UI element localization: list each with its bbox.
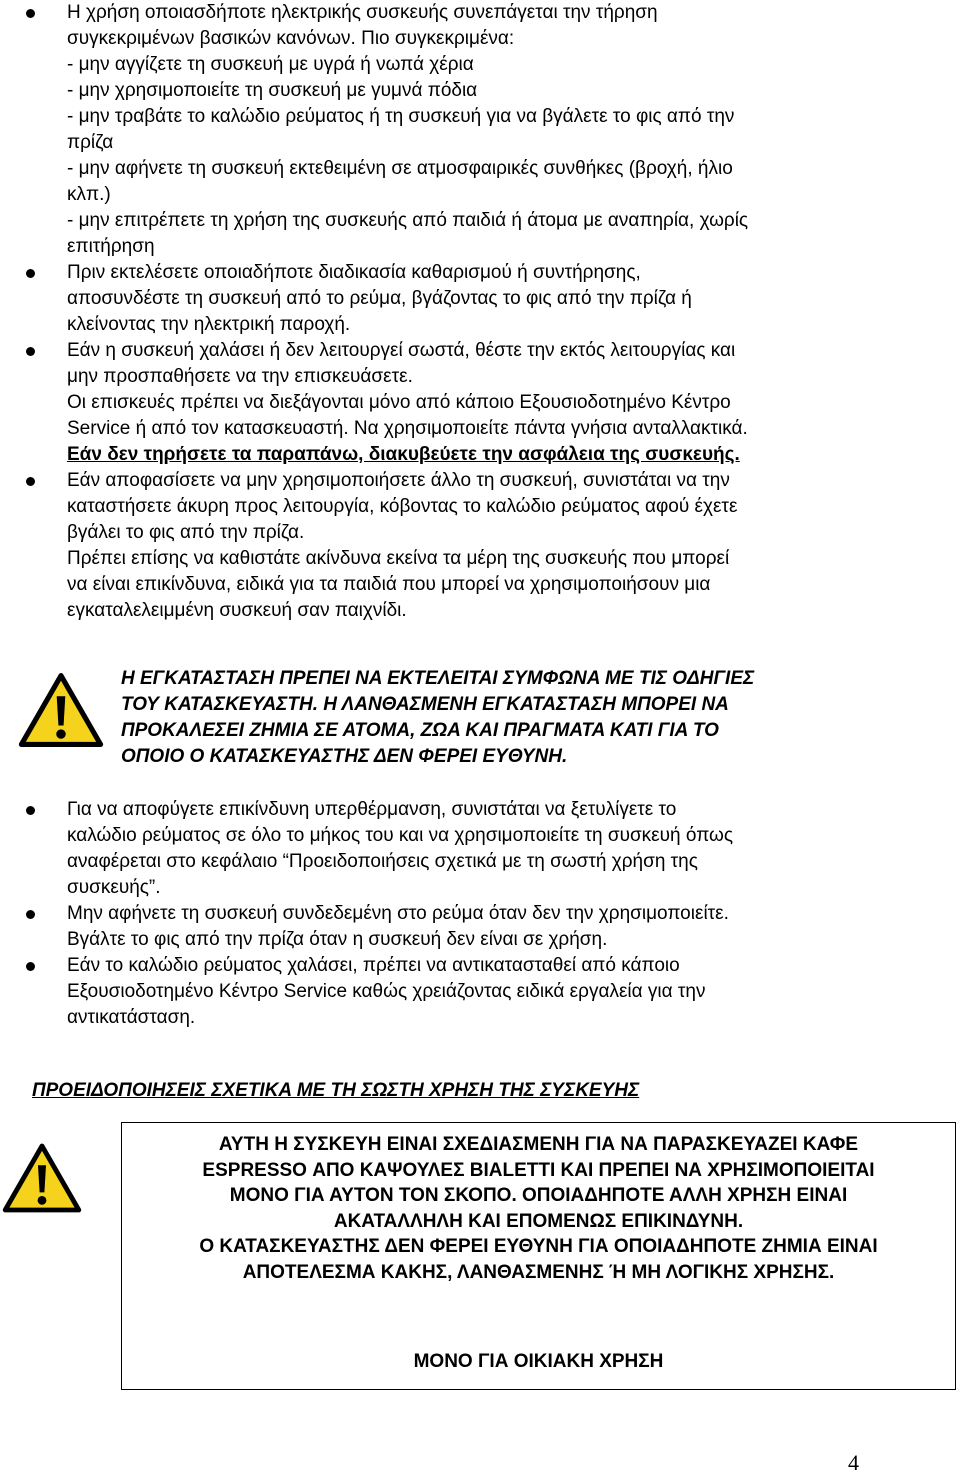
rule-line: - μην επιτρέπετε τη χρήση της συσκευής από παιδιά ή άτομα με αναπηρία, χωρίς: [67, 210, 749, 231]
warning-line: ΤΟΥ ΚΑΤΑΣΚΕΥΑΣΤΗ. Η ΛΑΝΘΑΣΜΕΝΗ ΕΓΚΑΤΑΣΤΑΣΗ ΜΠΟΡΕΙ ΝΑ: [121, 694, 729, 715]
rule-line: καταστήσετε άκυρη προς λειτουργία, κόβοντας το καλώδιο ρεύματος αφού έχετε: [67, 496, 738, 517]
rule-line: καλώδιο ρεύματος σε όλο το μήκος του και να χρησιμοποιείτε τη συσκευή όπως: [67, 825, 734, 846]
rule-line: - μην χρησιμοποιείτε τη συσκευή με γυμνά πόδια: [67, 80, 478, 101]
warning-line: ΟΠΟΙΟ Ο ΚΑΤΑΣΚΕΥΑΣΤΗΣ ΔΕΝ ΦΕΡΕΙ ΕΥΘΥΝΗ.: [121, 746, 568, 767]
rule-line: βγάλει το φις από την πρίζα.: [67, 522, 305, 543]
rule-line: κλπ.): [67, 184, 111, 205]
rule-line: να είναι επικίνδυνα, ειδικά για τα παιδιά που μπορεί να χρησιμοποιήσουν μια: [67, 574, 711, 595]
rule-line: αντικατάσταση.: [67, 1007, 196, 1028]
box-line: ΜΟΝΟ ΓΙΑ ΑΥΤΟΝ ΤΟΝ ΣΚΟΠΟ. ΟΠΟΙΑΔΗΠΟΤΕ ΑΛΛΗ ΧΡΗΣΗ ΕΙΝΑΙ: [229, 1185, 848, 1206]
warning-line: Η ΕΓΚΑΤΑΣΤΑΣΗ ΠΡΕΠΕΙ ΝΑ ΕΚΤΕΛΕΙΤΑΙ ΣΥΜΦΩΝΑ ΜΕ ΤΙΣ ΟΔΗΓΙΕΣ: [121, 668, 755, 689]
box-line: ΑΠΟΤΕΛΕΣΜΑ ΚΑΚΗΣ, ΛΑΝΘΑΣΜΕΝΗΣ Ή ΜΗ ΛΟΓΙΚΗΣ ΧΡΗΣΗΣ.: [242, 1261, 835, 1283]
rule-line: - μην αφήνετε τη συσκευή εκτεθειμένη σε ατμοσφαιρικές συνθήκες (βροχή, ήλιο: [67, 158, 733, 179]
warning-triangle-icon: [2, 1142, 82, 1214]
rule-item-disposal: [0, 468, 935, 624]
section-heading: ΠΡΟΕΙΔΟΠΟΙΗΣΕΙΣ ΣΧΕΤΙΚΑ ΜΕ ΤΗ ΣΩΣΤΗ ΧΡΗΣΗ ΤΗΣ ΣΥΣΚΕΥΗΣ: [32, 1080, 640, 1101]
home-use-label: ΜΟΝΟ ΓΙΑ ΟΙΚΙΑΚΗ ΧΡΗΣΗ: [413, 1351, 664, 1372]
rule-line: μην προσπαθήσετε να την επισκευάσετε.: [67, 366, 413, 387]
rule-line: επιτήρηση: [67, 236, 155, 257]
rule-line: αναφέρεται στο κεφάλαιο “Προειδοποιήσεις σχετικά με τη σωστή χρήση της: [67, 851, 698, 872]
rule-line: Για να αποφύγετε επικίνδυνη υπερθέρμανση, συνιστάται να ξετυλίγετε το: [67, 799, 677, 820]
rule-line: Εξουσιοδοτημένο Κέντρο Service καθώς χρειάζοντας ειδικά εργαλεία για την: [67, 981, 706, 1002]
rule-line: Εάν αποφασίσετε να μην χρησιμοποιήσετε άλλο τη συσκευή, συνιστάται να την: [67, 470, 730, 491]
rule-line: κλείνοντας την ηλεκτρική παροχή.: [67, 314, 351, 335]
box-line: ΑΚΑΤΑΛΛΗΛΗ ΚΑΙ ΕΠΟΜΕΝΩΣ ΕΠΙΚΙΝΔΥΝΗ.: [333, 1210, 744, 1232]
rule-line: Πρέπει επίσης να καθιστάτε ακίνδυνα εκείνα τα μέρη της συσκευής που μπορεί: [67, 548, 730, 569]
rule-item-cable-damage: [0, 953, 935, 1031]
rule-item-malfunction: [0, 338, 935, 468]
cable-rules-list: [0, 797, 935, 1031]
box-line: Ο ΚΑΤΑΣΚΕΥΑΣΤΗΣ ΔΕΝ ΦΕΡΕΙ ΕΥΘΥΝΗ ΓΙΑ ΟΠΟΙΑΔΗΠΟΤΕ ΖΗΜΙΑ ΕΙΝΑΙ: [199, 1236, 878, 1257]
installation-warning: [121, 666, 921, 770]
page-number: 4: [848, 1450, 859, 1475]
rule-line: Εάν το καλώδιο ρεύματος χαλάσει, πρέπει να αντικατασταθεί από κάποιο: [67, 955, 680, 976]
rule-line: - μην τραβάτε το καλώδιο ρεύματος ή τη συσκευή για να βγάλετε το φις από την: [67, 106, 735, 127]
rule-line: Βγάλτε το φις από την πρίζα όταν η συσκευή δεν είναι σε χρήση.: [67, 929, 608, 950]
rule-line: αποσυνδέστε τη συσκευή από το ρεύμα, βγάζοντας το φις από την πρίζα ή: [67, 288, 692, 309]
rule-item-unplug: [0, 901, 935, 953]
rule-line: πρίζα: [67, 132, 114, 153]
rule-line: Πριν εκτελέσετε οποιαδήποτε διαδικασία καθαρισμού ή συντήρησης,: [67, 262, 641, 283]
safety-emphasis: Εάν δεν τηρήσετε τα παραπάνω, διακυβεύετε την ασφάλεια της συσκευής.: [67, 444, 740, 465]
rule-item-basic: [0, 0, 935, 260]
rule-item-overheating: [0, 797, 935, 901]
rule-line: συσκευής”.: [67, 877, 161, 898]
safety-rules-list: [0, 0, 935, 624]
rule-line: Μην αφήνετε τη συσκευή συνδεδεμένη στο ρεύμα όταν δεν την χρησιμοποιείτε.: [67, 903, 729, 924]
rule-line: Οι επισκευές πρέπει να διεξάγονται μόνο από κάποιο Εξουσιοδοτημένο Κέντρο: [67, 392, 731, 413]
rule-line: συγκεκριμένων βασικών κανόνων. Πιο συγκεκριμένα:: [67, 28, 515, 49]
rule-line: Εάν η συσκευή χαλάσει ή δεν λειτουργεί σωστά, θέστε την εκτός λειτουργίας και: [67, 340, 736, 361]
warning-line: ΠΡΟΚΑΛΕΣΕΙ ΖΗΜΙΑ ΣΕ ΑΤΟΜΑ, ΖΩΑ ΚΑΙ ΠΡΑΓΜΑΤΑ ΚΑΤΙ ΓΙΑ ΤΟ: [121, 720, 719, 741]
rule-line: Η χρήση οποιασδήποτε ηλεκτρικής συσκευής συνεπάγεται την τήρηση: [67, 2, 658, 23]
warning-triangle-icon: [18, 672, 104, 748]
box-line: ΑΥΤΗ Η ΣΥΣΚΕΥΗ ΕΙΝΑΙ ΣΧΕΔΙΑΣΜΕΝΗ ΓΙΑ ΝΑ ΠΑΡΑΣΚΕΥΑΖΕΙ ΚΑΦΕ: [218, 1134, 859, 1155]
rule-line: εγκαταλελειμμένη συσκευή σαν παιχνίδι.: [67, 600, 407, 621]
box-line: ESPRESSO ΑΠΟ ΚΑΨΟΥΛΕΣ BIALETTI ΚΑΙ ΠΡΕΠΕΙ ΝΑ ΧΡΗΣΙΜΟΠΟΙΕΙΤΑΙ: [202, 1159, 875, 1181]
rule-line: Service ή από τον κατασκευαστή. Να χρησιμοποιείτε πάντα γνήσια ανταλλακτικά.: [67, 418, 748, 439]
rule-item-cleaning: [0, 260, 935, 338]
rule-line: - μην αγγίζετε τη συσκευή με υγρά ή νωπά χέρια: [67, 54, 474, 75]
